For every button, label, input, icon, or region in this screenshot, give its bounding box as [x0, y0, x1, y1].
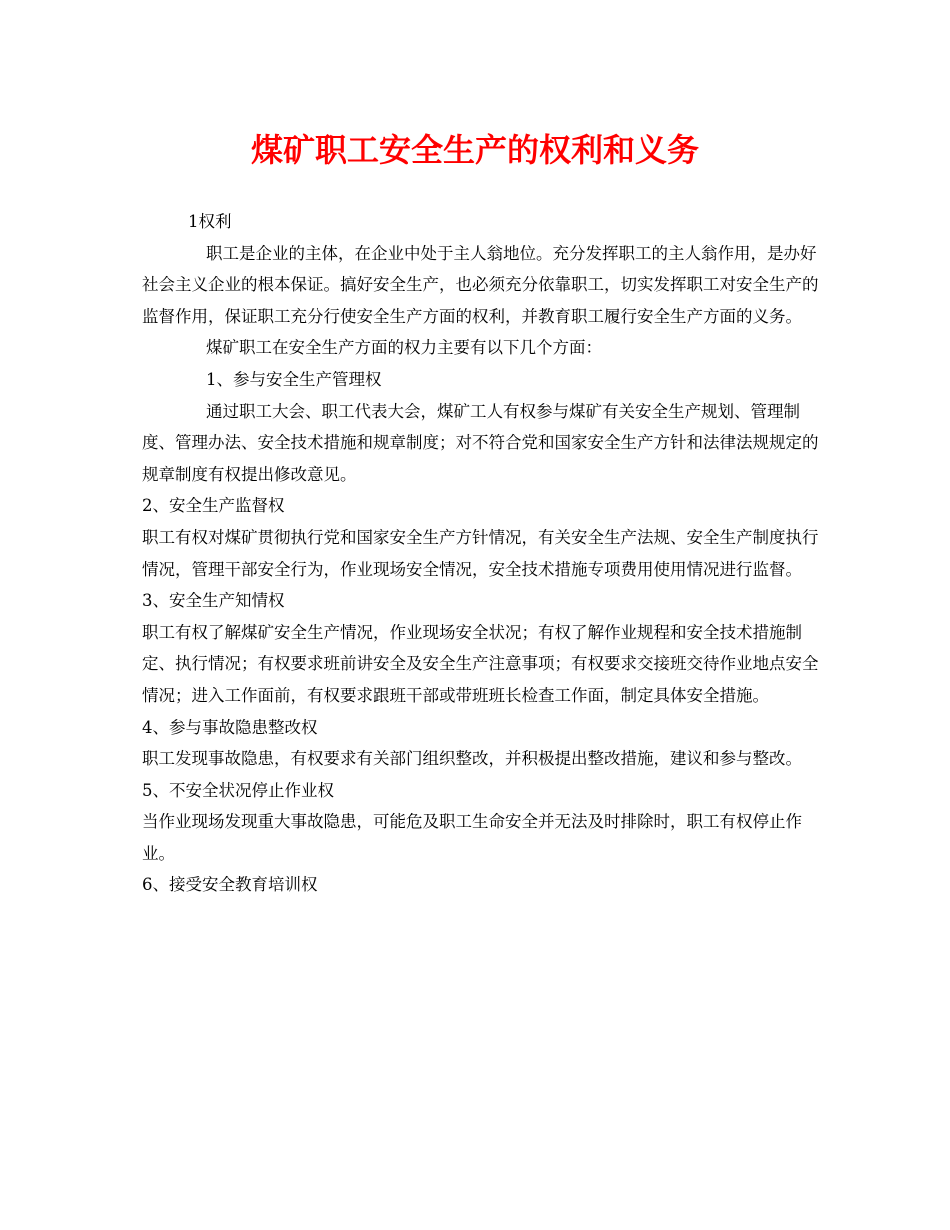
heading-right-6: 6、接受安全教育培训权	[142, 875, 318, 895]
paragraph-rights-lead: 煤矿职工在安全生产方面的权力主要有以下几个方面：	[206, 338, 602, 358]
paragraph-right-4: 职工发现事故隐患，有权要求有关部门组织整改，并积极提出整改措施，建议和参与整改。	[142, 749, 802, 769]
paragraph-right-1: 通过职工大会、职工代表大会，煤矿工人有权参与煤矿有关安全生产规划、管理制度、管理办法、安全技术措施和规章制度；对不符合党和国家安全生产方针和法律法规规定的规章制度有权提出修改意见。	[142, 401, 819, 484]
document-body	[142, 206, 822, 901]
heading-right-2: 2、安全生产监督权	[142, 496, 285, 516]
heading-right-5: 5、不安全状况停止作业权	[142, 780, 334, 800]
heading-right-1: 1、参与安全生产管理权	[206, 369, 382, 389]
paragraph-intro: 职工是企业的主体，在企业中处于主人翁地位。充分发挥职工的主人翁作用，是办好社会主义企业的根本保证。搞好安全生产，也必须充分依靠职工，切实发挥职工对安全生产的监督作用，保证职工充分行使安全生产方面的权利，并教育职工履行安全生产方面的义务。	[142, 243, 819, 326]
paragraph-right-5: 当作业现场发现重大事故隐患，可能危及职工生命安全并无法及时排除时，职工有权停止作业。	[142, 812, 802, 863]
paragraph-right-3: 职工有权了解煤矿安全生产情况，作业现场安全状况；有权了解作业规程和安全技术措施制定、执行情况；有权要求班前讲安全及安全生产注意事项；有权要求交接班交待作业地点安全情况；进入工作面前，有权要求跟班干部或带班班长检查工作面，制定具体安全措施。	[142, 622, 819, 705]
paragraph-right-2: 职工有权对煤矿贯彻执行党和国家安全生产方针情况，有关安全生产法规、安全生产制度执行情况，管理干部安全行为，作业现场安全情况，安全技术措施专项费用使用情况进行监督。	[142, 527, 819, 579]
document-title: 煤矿职工安全生产的权利和义务	[250, 131, 699, 169]
section-heading-rights: 1权利	[188, 212, 232, 231]
heading-right-3: 3、安全生产知情权	[142, 591, 285, 611]
heading-right-4: 4、参与事故隐患整改权	[142, 717, 318, 737]
